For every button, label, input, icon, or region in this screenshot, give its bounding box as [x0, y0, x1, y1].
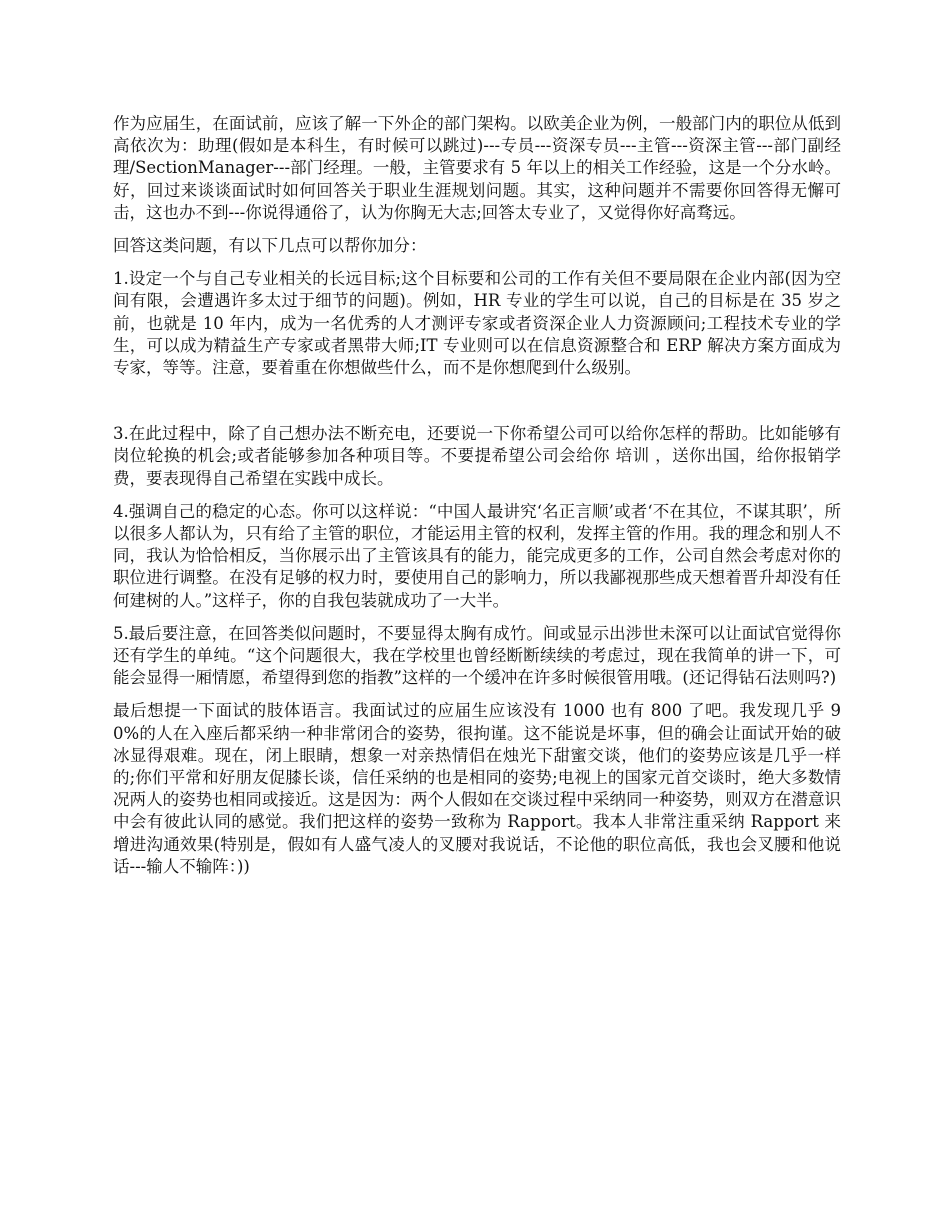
paragraph-intro: 作为应届生，在面试前，应该了解一下外企的部门架构。以欧美企业为例，一般部门内的职位从低到高依次为：助理(假如是本科生，有时候可以跳过)---专员---资深专员---主管---资深主管---部门副经理/SectionManager---部门经理。一般，主管要求有 5 年以上的相关工作经验，这是一个分水岭。好，回过来谈谈面试时如何回答关于职业生涯规划问题。其实，这种问题并不需要你回答得无懈可击，这也办不到---你说得通俗了，认为你胸无大志;回答太专业了，又觉得你好高骛远。: [113, 114, 841, 222]
document-page: [113, 113, 841, 889]
paragraph-body-language: 最后想提一下面试的肢体语言。我面试过的应届生应该没有 1000 也有 800 了吧。我发现几乎 90%的人在入座后都采纳一种非常闭合的姿势，很拘谨。这不能说是坏事，但的确会让面试开始的破冰显得艰难。现在，闭上眼睛，想象一对亲热情侣在烛光下甜蜜交谈，他们的姿势应该是几乎一样的;你们平常和好朋友促膝长谈，信任采纳的也是相同的姿势;电视上的国家元首交谈时，绝大多数情况两人的姿势也相同或接近。这是因为：两个人假如在交谈过程中采纳同一种姿势，则双方在潜意识中会有彼此认同的感觉。我们把这样的姿势一致称为 Rapport。我本人非常注重采纳 Rapport 来增进沟通效果(特别是，假如有人盛气凌人的叉腰对我说话，不论他的职位高低，我也会叉腰和他说话---输人不输阵：)): [113, 701, 841, 876]
paragraph-point-5: 5.最后要注意，在回答类似问题时，不要显得太胸有成竹。间或显示出涉世未深可以让面试官觉得你还有学生的单纯。“这个问题很大，我在学校里也曾经断断续续的考虑过，现在我简单的讲一下，可能会显得一厢情愿，希望得到您的指教”这样的一个缓冲在许多时候很管用哦。(还记得钻石法则吗?): [113, 623, 841, 688]
paragraph-point-1: 1.设定一个与自己专业相关的长远目标;这个目标要和公司的工作有关但不要局限在企业内部(因为空间有限，会遭遇许多太过于细节的问题)。例如，HR 专业的学生可以说，自己的目标是在 35 岁之前，也就是 10 年内，成为一名优秀的人才测评专家或者资深企业人力资源顾问;工程技术专业的学生，可以成为精益生产专家或者黑带大师;IT 专业则可以在信息资源整合和 ERP 解决方案方面成为专家，等等。注意，要着重在你想做些什么，而不是你想爬到什么级别。: [113, 269, 841, 378]
paragraph-tips-lead: 回答这类问题，有以下几点可以帮你加分：: [113, 236, 427, 256]
paragraph-point-4: 4.强调自己的稳定的心态。你可以这样说：“中国人最讲究‘名正言顺’或者‘不在其位，不谋其职’，所以很多人都认为，只有给了主管的职位，才能运用主管的权利，发挥主管的作用。我的理念和别人不同，我认为恰恰相反，当你展示出了主管该具有的能力，能完成更多的工作，公司自然会考虑对你的职位进行调整。在没有足够的权力时，要使用自己的影响力，所以我鄙视那些成天想着晋升却没有任何建树的人。”这样子，你的自我包装就成功了一大半。: [113, 501, 841, 610]
blank-gap: [113, 390, 841, 423]
paragraph-point-3: 3.在此过程中，除了自己想办法不断充电，还要说一下你希望公司可以给你怎样的帮助。比如能够有岗位轮换的机会;或者能够参加各种项目等。不要提希望公司会给你 培训 ，送你出国，给你报销学费，要表现得自己希望在实践中成长。: [113, 424, 841, 488]
